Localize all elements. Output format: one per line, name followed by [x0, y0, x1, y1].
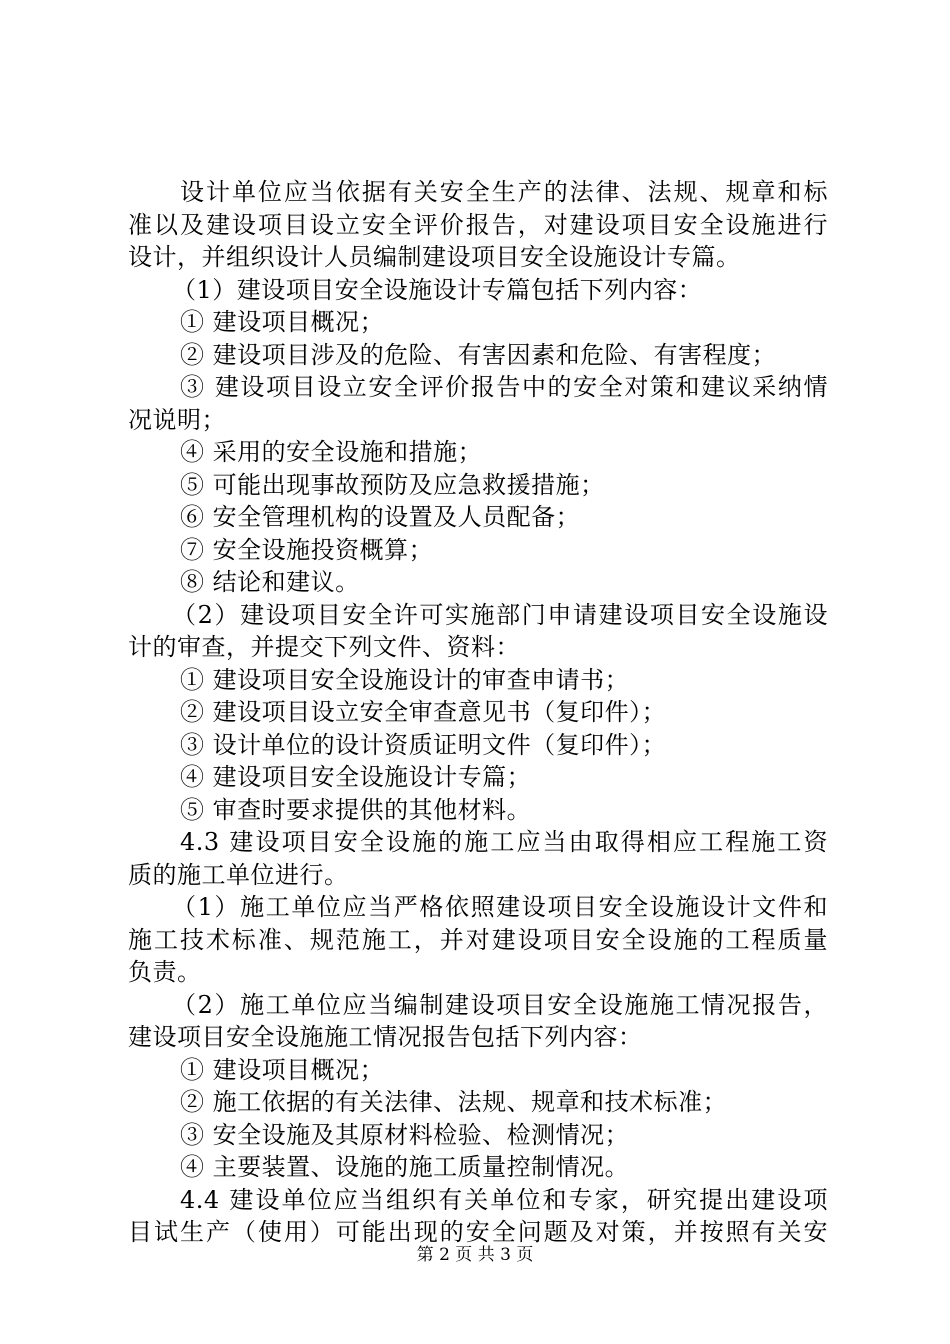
text-line: 4.3 建设项目安全设施的施工应当由取得相应工程施工资 — [180, 828, 828, 856]
text-line: ④ 建设项目安全设施设计专篇； — [180, 763, 532, 791]
text-line: ④ 采用的安全设施和措施； — [180, 438, 483, 466]
text-line: ⑦ 安全设施投资概算； — [180, 535, 434, 564]
document-body — [128, 176, 828, 1249]
text-line: ① 建设项目安全设施设计的审查申请书； — [180, 665, 630, 694]
text-line: （2）施工单位应当编制建设项目安全设施施工情况报告， — [172, 990, 828, 1019]
text-line: ② 施工依据的有关法律、法规、规章和技术标准； — [180, 1088, 728, 1116]
text-line: ⑥ 安全管理机构的设置及人员配备； — [180, 503, 581, 531]
text-line: ⑤ 可能出现事故预防及应急救援措施； — [180, 470, 605, 499]
text-line: ④ 主要装置、设施的施工质量控制情况。 — [180, 1153, 630, 1181]
text-line: 质的施工单位进行。 — [128, 860, 349, 889]
text-line: 设计，并组织设计人员编制建设项目安全设施设计专篇。 — [128, 243, 741, 271]
text-line: 况说明； — [128, 405, 226, 434]
text-line: 施工技术标准、规范施工，并对建设项目安全设施的工程质量 — [128, 925, 828, 954]
text-line: 设计单位应当依据有关安全生产的法律、法规、规章和标 — [180, 178, 828, 206]
text-line: 建设项目安全设施施工情况报告包括下列内容： — [128, 1023, 643, 1051]
text-line: ① 建设项目概况； — [180, 308, 385, 336]
text-line: 计的审查，并提交下列文件、资料： — [128, 633, 520, 661]
text-line: 准以及建设项目设立安全评价报告，对建设项目安全设施进行 — [128, 210, 828, 239]
text-line: （1）施工单位应当严格依照建设项目安全设施设计文件和 — [172, 893, 828, 921]
text-line: ⑤ 审查时要求提供的其他材料。 — [180, 795, 532, 824]
text-line: 目试生产（使用）可能出现的安全问题及对策，并按照有关安 — [128, 1218, 828, 1246]
text-line: （2）建设项目安全许可实施部门申请建设项目安全设施设 — [172, 600, 828, 629]
text-line: ③ 设计单位的设计资质证明文件（复印件）； — [180, 730, 667, 759]
text-line: ⑧ 结论和建议。 — [180, 568, 360, 596]
text-line: 负责。 — [128, 958, 202, 986]
text-line: ① 建设项目概况； — [180, 1055, 385, 1084]
text-line: ③ 安全设施及其原材料检验、检测情况； — [180, 1120, 630, 1149]
text-line: ② 建设项目设立安全审查意见书（复印件）； — [180, 698, 667, 726]
text-line: （1）建设项目安全设施设计专篇包括下列内容： — [172, 275, 703, 304]
text-line: ② 建设项目涉及的危险、有害因素和危险、有害程度； — [180, 340, 777, 369]
text-line: 4.4 建设单位应当组织有关单位和专家，研究提出建设项 — [180, 1185, 828, 1214]
text-line: ③ 建设项目设立安全评价报告中的安全对策和建议采纳情 — [180, 373, 828, 401]
page-footer: 第 2 页 共 3 页 — [416, 1245, 534, 1265]
